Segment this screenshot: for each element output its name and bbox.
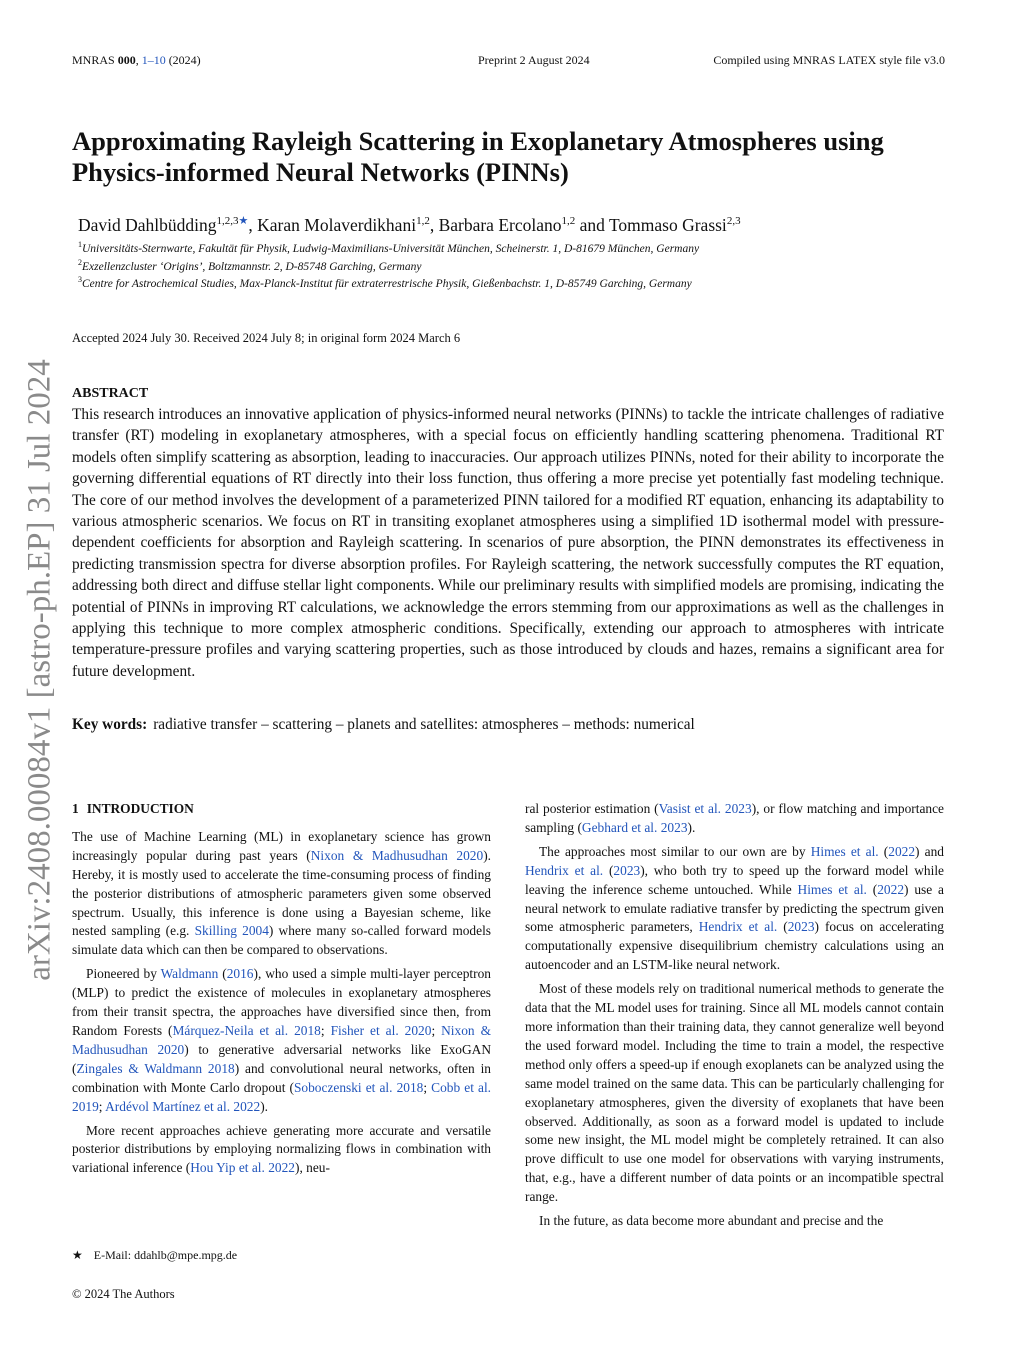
intro-paragraph-6: Most of these models rely on traditional numerical methods to generate the data that the ML model uses for training. Since all ML models cannot contain more information than their training data, they cannot generalize well beyond the used forward model. Including the time to train a model, the respective method only offers a speed-up if enough exoplanets can be analyzed using the same model trained on the same data. This can be particularly challenging for exoplanetary atmospheres, given the diversity of exoplanets that have been observed. Additionally, as soon as a forward model is updated to include some new insight, the ML model might be completely retrained. It can also prove difficult to use one model for observations with varying instruments, that, e.g., have a different number of data points or an incompatible spectral range. (525, 981, 944, 1205)
arxiv-identifier: arXiv:2408.00084v1 [astro-ph.EP] 31 Jul 2024 (21, 359, 58, 981)
author-affil-sup: 1,2 (416, 215, 430, 227)
intro-paragraph-1: The use of Machine Learning (ML) in exoplanetary science has grown increasingly popular during past years (Nixon & Madhusudhan 2020). Hereby, it is mostly used to accelerate the time-consuming process of finding the posterior distributions of atmospheric parameters given some observed spectrum. Usually, this inference is done using a Bayesian scheme, like nested sampling (e.g. Skilling 2004) where many so-called forward models simulate data which can then be compared to observations. (72, 828, 492, 958)
keywords-text: radiative transfer – scattering – planets and satellites: atmospheres – methods: numerical (153, 716, 695, 733)
citation-link[interactable]: Márquez-Neila et al. 2018 (172, 1022, 321, 1038)
intro-paragraph-2: Pioneered by Waldmann (2016), who used a simple multi-layer perceptron (MLP) to predict the existence of molecules in exoplanetary atmospheres from their transit spectra, the approaches have diversified since then, from Random Forests (Márquez-Neila et al. 2018; Fisher et al. 2020; Nixon & Madhusudhan 2020) to generative adversarial networks like ExoGAN (Zingales & Waldmann 2018) and convolutional neural networks, often in combination with Monte Carlo dropout (Soboczenski et al. 2018; Cobb et al. 2019; Ardévol Martínez et al. 2022). (72, 966, 492, 1114)
citation-link[interactable]: Gebhard et al. 2023 (581, 819, 688, 835)
author-affil-sup: 2,3 (726, 215, 741, 227)
citation-link[interactable]: Ardévol Martínez et al. 2022 (105, 1098, 261, 1114)
intro-paragraph-3: More recent approaches achieve generating more accurate and versatile posterior distributions by employing normalizing flows in combination with variational inference (Hou Yip et al. 2022), neu- (72, 1122, 491, 1176)
page-range-link[interactable]: 1–10 (141, 53, 166, 67)
compiled-note: Compiled using MNRAS LATEX style file v3.0 (713, 53, 945, 67)
abstract-heading: ABSTRACT (72, 386, 149, 401)
preprint-date: Preprint 2 August 2024 (478, 53, 590, 67)
footnote (72, 1248, 237, 1263)
citation-link[interactable]: Hou Yip et al. 2022 (190, 1160, 295, 1176)
citation-link[interactable]: 2023 (613, 862, 641, 878)
abstract-text: This research introduces an innovative application of physics-informed neural networks (PINNs) to tackle the intricate challenges of radiative transfer (RT) modeling in exoplanetary atmospheres, with a special focus on efficiently handling scattering phenomena. Traditional RT models often simplify scattering as absorption, leading to inaccuracies. Our approach utilizes PINNs, noted for their ability to incorporate the governing differential equations of RT directly into their loss function, thus offering a more precise yet potentially fast modeling technique. The core of our method involves the development of a parameterized PINN tailored for a modified RT equation, enhancing its adaptability to various atmospheric scenarios. We focus on RT in transiting exoplanet atmospheres using a simplified 1D isothermal model with pressure-dependent coefficients for absorption and Rayleigh scattering. In scenarios of pure absorption, the PINN demonstrates its effectiveness in predicting transmission spectra for diverse absorption profiles. For Rayleigh scattering, the network successfully computes the RT equation, addressing both direct and diffuse stellar light components. While our preliminary results with simplified models are promising, indicating the potential of PINNs in improving RT calculations, we acknowledge the errors stemming from our approximations as well as the challenges in applying this technique to more complex atmospheric conditions. Specifically, extending our approach to atmospheres with intricate temperature-pressure profiles and varying scattering properties, such as those introduced by clouds and hazes, remains a significant area for future development. (72, 406, 944, 680)
citation-link[interactable]: 2022 (888, 843, 916, 859)
right-column (525, 800, 944, 1236)
copyright: © 2024 The Authors (72, 1287, 175, 1301)
journal-volume: 000 (117, 53, 136, 67)
author-affil-sup: 1,2,3 (216, 215, 239, 227)
affiliation-1: $^1$Universitäts-Sternwarte, Fakultät für Physik, Ludwig-Maximilians-Universität München, Scheinerstr. 1, D-81679 München, Germany (78, 240, 700, 255)
citation-link[interactable]: Zingales & Waldmann 2018 (76, 1060, 235, 1076)
author-name: David Dahlbüdding (78, 214, 217, 235)
citation-link[interactable]: Nixon & Madhusudhan 2020 (310, 847, 484, 863)
citation-link[interactable]: 2016 (226, 966, 254, 982)
paper-title: Approximating Rayleigh Scattering in Exoplanetary Atmospheres using Physics-informed Neural Networks (PINNs) (72, 126, 884, 187)
citation-link[interactable]: Himes et al. (810, 843, 879, 859)
author-name: Karan Molaverdikhani (257, 214, 417, 235)
section-number: 1 (72, 801, 79, 816)
acceptance-dates: Accepted 2024 July 30. Received 2024 July 8; in original form 2024 March 6 (72, 331, 461, 345)
footnote-email[interactable]: E-Mail: ddahlb@mpe.mpg.de (93, 1248, 238, 1262)
citation-link[interactable]: Hendrix et al. (525, 862, 604, 878)
arxiv-sidebar (10, 330, 70, 1010)
citation-link[interactable]: Waldmann (160, 966, 219, 982)
keywords-label: Key words: (72, 716, 148, 733)
citation-link[interactable]: Hendrix et al. (698, 919, 778, 935)
section-heading (72, 800, 491, 819)
affiliation-3: $^3$Centre for Astrochemical Studies, Max-Planck-Institut für extraterrestrische Physik, Gießenbachstr. 1, D-85749 Garching, Germany (78, 275, 692, 290)
author-list: David Dahlbüdding$^{1,2,3★}$, Karan Molaverdikhani$^{1,2}$, Barbara Ercolano$^{1,2}$ and Tommaso Grassi$^{2,3}$ (78, 214, 741, 235)
citation-link[interactable]: Himes et al. (797, 881, 867, 897)
author-name: Barbara Ercolano (438, 214, 562, 235)
citation-link[interactable]: Cobb et al. 2019 (72, 1079, 492, 1114)
intro-paragraph-4: ral posterior estimation (Vasist et al. 2023), or flow matching and importance sampling (Gebhard et al. 2023). (525, 801, 944, 835)
footnote-star: ★ (72, 1248, 83, 1262)
affiliation-2: $^2$Exzellenzcluster ‘Origins’, Boltzmannstr. 2, D-85748 Garching, Germany (78, 258, 422, 273)
citation-link[interactable]: 2022 (877, 881, 905, 897)
keywords (72, 716, 695, 734)
author-footnote-star[interactable]: ★ (238, 215, 249, 227)
citation-link[interactable]: Skilling 2004 (194, 923, 269, 939)
section-title: INTRODUCTION (86, 801, 194, 816)
journal-year: (2024) (168, 53, 201, 67)
citation-link[interactable]: Nixon & Madhusudhan 2020 (72, 1022, 492, 1057)
citation-link[interactable]: Fisher et al. 2020 (330, 1022, 432, 1038)
intro-paragraph-5: The approaches most similar to our own are by Himes et al. (2022) and Hendrix et al. (2023), who both try to speed up the forward model while leaving the inference scheme untouched. While Himes et al. (2022) use a neural network to emulate radiative transfer by predicting the spectrum given some atmospheric parameters, Hendrix et al. (2023) focus on accelerating computationally expensive disequilibrium chemistry calculations using an autoencoder and an LSTM-like neural network. (525, 843, 945, 973)
intro-paragraph-7: In the future, as data become more abundant and precise and the (539, 1213, 884, 1229)
left-column (72, 800, 491, 1183)
author-affil-sup: 1,2 (561, 215, 576, 227)
journal-name: MNRAS (72, 53, 115, 67)
citation-link[interactable]: Vasist et al. 2023 (658, 801, 752, 816)
citation-link[interactable]: 2023 (787, 919, 815, 935)
author-name: Tommaso Grassi (608, 214, 727, 235)
citation-link[interactable]: Soboczenski et al. 2018 (293, 1079, 424, 1095)
running-header-journal: MNRAS 000, 1–10 (2024) (72, 53, 201, 67)
